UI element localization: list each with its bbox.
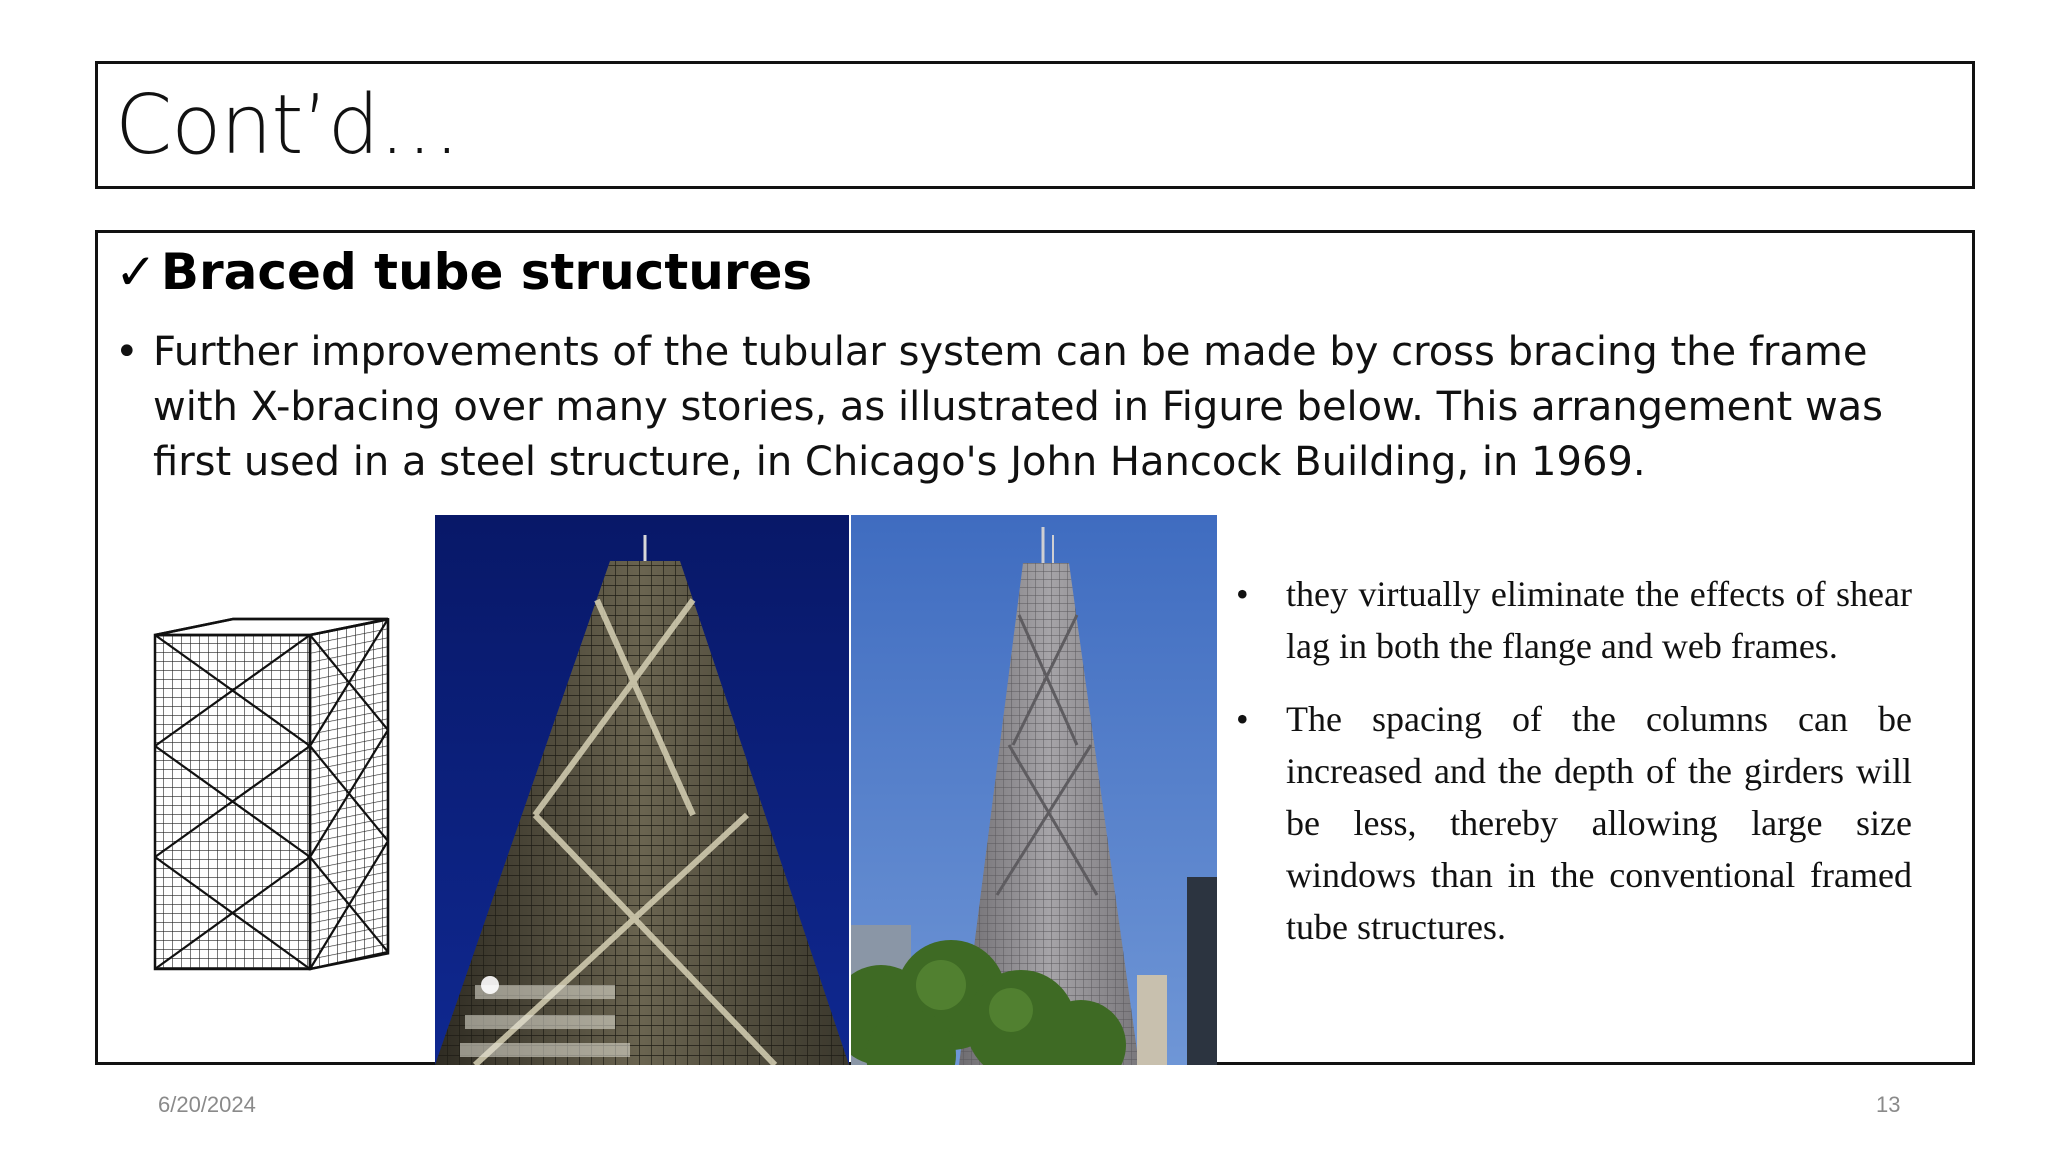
main-bullet [115,325,1955,490]
side-bullet-text: they virtually eliminate the effects of shear lag in both the flange and web frames. [1286,574,1912,666]
checkmark-icon: ✓ [115,243,157,301]
braced-tube-diagram [145,598,395,978]
section-heading-text: Braced tube structures [160,243,813,301]
side-bullet-item [1236,693,1912,953]
bullet-icon: • [115,329,139,375]
hancock-day-photo [851,515,1217,1065]
section-heading [115,241,812,303]
title-box [95,61,1975,189]
hancock-night-photo [435,515,849,1065]
slide-title: Cont’d… [115,78,460,173]
main-bullet-text: Further improvements of the tubular system can be made by cross bracing the frame with X-bracing over many stories, as illustrated in Figure below. This arrangement was first used in a steel structure, in Chicago's John Hancock Building, in 1969. [153,329,1884,485]
bullet-icon: • [1236,574,1249,614]
footer-date: 6/20/2024 [158,1092,256,1117]
side-bullet-text: The spacing of the columns can be increased and the depth of the girders will be less, thereby allowing large size windows than in the conventional framed tube structures. [1286,699,1912,947]
bullet-icon: • [1236,699,1249,739]
side-bullet-item [1236,568,1912,672]
side-bullets [1236,568,1912,974]
footer-page-number: 13 [1876,1092,1901,1117]
